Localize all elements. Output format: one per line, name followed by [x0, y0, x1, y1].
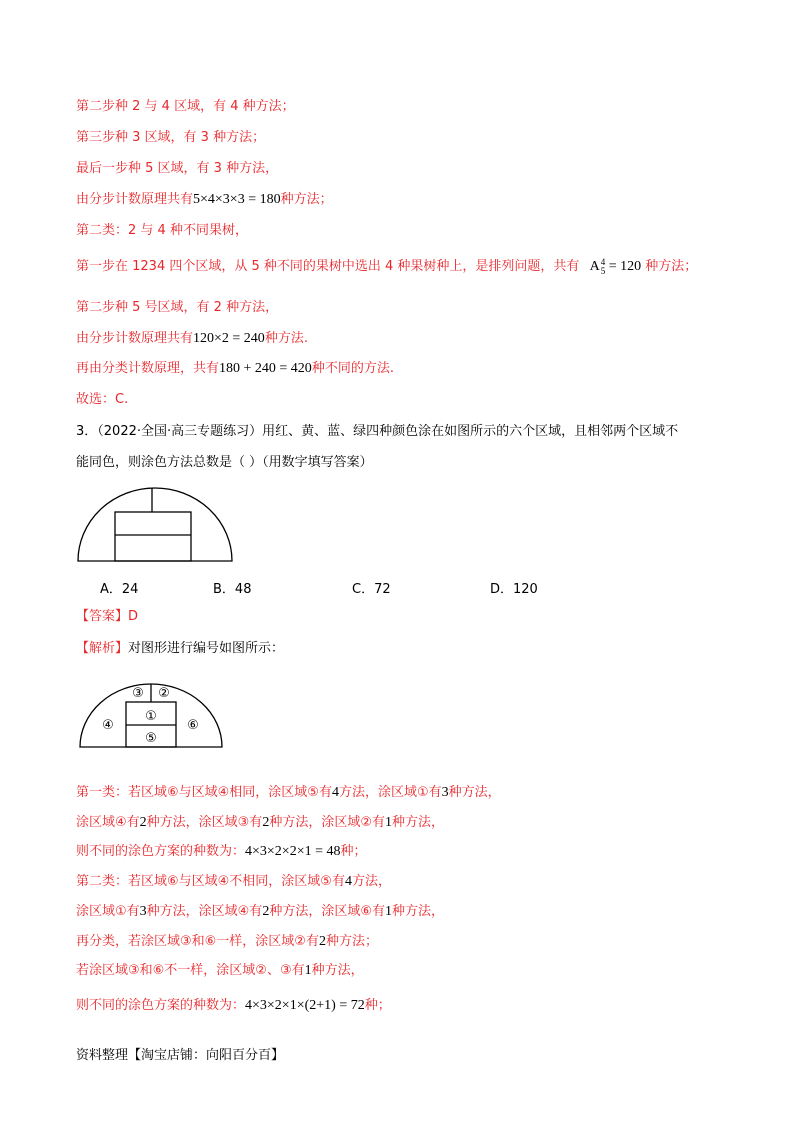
region-label: ⑥ [187, 718, 199, 733]
text-segment: 由分步计数原理共有 [76, 331, 194, 346]
text-line: 故选：C. [76, 392, 129, 407]
text-line: 第二步种 2 与 4 区域，有 4 种方法； [76, 99, 295, 114]
answer-line [76, 608, 138, 626]
number: 1 [384, 815, 392, 830]
page-footer: 资料整理【淘宝店铺：向阳百分百】 [76, 1048, 285, 1063]
text-segment: 种方法. [264, 331, 308, 346]
formula: 180 + 240 = 420 [219, 361, 312, 376]
number: 4 [344, 874, 352, 889]
text-segment: 第一步在 1234 四个区域，从 5 种不同的果树中选出 4 种果树种上，是排列问题，共有 [76, 259, 580, 275]
number: 3 [441, 785, 449, 800]
text-segment: 种方法， [391, 904, 444, 919]
formula: 5×4×3×3 = 180 [193, 192, 281, 207]
text-line [76, 330, 308, 348]
text-segment: 则不同的涂色方案的种数为： [76, 998, 246, 1013]
text-line [76, 191, 333, 209]
text-segment: 种方法， [448, 785, 501, 800]
text-segment: 再分类，若涂区域③和⑥一样，涂区域②有 [76, 934, 319, 949]
text-line: 第三步种 3 区域，有 3 种方法； [76, 130, 266, 145]
text-segment: 种方法； [280, 192, 333, 207]
answer-label: 【答案】 [76, 609, 129, 624]
text-line [76, 843, 367, 861]
number: 3 [139, 904, 147, 919]
formula: 4×3×2×2×1 = 48 [245, 844, 341, 859]
text-segment: 方法， [351, 874, 391, 889]
text-segment: 第一类：若区域⑥与区域④相同，涂区域⑤有 [76, 785, 332, 800]
analysis-line [76, 640, 284, 658]
number: 4 [331, 785, 339, 800]
text-line [76, 997, 391, 1015]
text-segment: 种方法， [311, 963, 364, 978]
text-line [76, 258, 697, 276]
text-segment: 种方法； [325, 934, 378, 949]
text-line [76, 814, 444, 832]
text-line [76, 903, 444, 921]
text-segment: 若涂区域③和⑥不一样，涂区域②、③有 [76, 963, 305, 978]
number: 2 [262, 904, 270, 919]
number: 2 [139, 815, 147, 830]
number: 2 [262, 815, 270, 830]
formula [590, 258, 642, 276]
formula: 4×3×2×1×(2+1) = 72 [245, 998, 365, 1013]
option-d: D．120 [490, 582, 538, 597]
text-line [76, 962, 364, 980]
question-text: 能同色，则涂色方法总数是（ ）（用数字填写答案） [76, 455, 373, 470]
answer-value: D [128, 609, 139, 624]
region-label: ④ [102, 718, 114, 733]
text-segment: 种方法，涂区域③有 [146, 815, 263, 830]
text-line [76, 784, 501, 802]
text-segment: 涂区域④有 [76, 815, 140, 830]
text-line [76, 360, 394, 378]
text-line: 第二类：2 与 4 种不同果树， [76, 223, 248, 238]
question-text: 3．（2022·全国·高三专题练习）用红、黄、蓝、绿四种颜色涂在如图所示的六个区域，且相邻两个区域不 [76, 424, 679, 439]
region-label: ① [145, 709, 157, 724]
text-segment: 再由分类计数原理，共有 [76, 361, 220, 376]
text-segment: 由分步计数原理共有 [76, 192, 194, 207]
number: 2 [318, 934, 326, 949]
formula: 120×2 = 240 [193, 331, 265, 346]
region-label: ③ [132, 686, 144, 701]
region-label: ⑤ [145, 731, 157, 746]
text-line [76, 933, 378, 951]
text-segment: 种方法，涂区域②有 [269, 815, 385, 830]
text-segment: 种方法， [391, 815, 444, 830]
text-segment: 种方法，涂区域④有 [146, 904, 263, 919]
number: 1 [304, 963, 312, 978]
text-segment: 种不同的方法. [311, 361, 394, 376]
text-segment: 种方法； [645, 259, 698, 275]
numbered-semicircle-figure [78, 682, 224, 750]
region-label: ② [158, 686, 170, 701]
text-segment: 种； [364, 998, 391, 1013]
formula-symbol: A [589, 259, 600, 275]
option-a: A．24 [100, 582, 139, 597]
analysis-text: 对图形进行编号如图所示： [128, 641, 285, 656]
formula-rest: = 120 [608, 259, 642, 275]
text-line [76, 873, 391, 891]
number: 1 [384, 904, 392, 919]
text-segment: 第二类：若区域⑥与区域④不相同，涂区域⑤有 [76, 874, 345, 889]
text-segment: 涂区域①有 [76, 904, 140, 919]
text-segment: 则不同的涂色方案的种数为： [76, 844, 246, 859]
text-segment: 种方法，涂区域⑥有 [269, 904, 385, 919]
analysis-label: 【解析】 [76, 641, 129, 656]
option-b: B．48 [213, 582, 252, 597]
formula-sup: 4 [600, 257, 606, 267]
option-c: C．72 [352, 582, 391, 597]
semicircle-figure [76, 486, 236, 564]
text-line: 第二步种 5 号区域，有 2 种方法， [76, 300, 279, 315]
formula-sub: 5 [600, 266, 606, 276]
text-line: 最后一步种 5 区域，有 3 种方法， [76, 161, 279, 176]
text-segment: 方法，涂区域①有 [338, 785, 442, 800]
text-segment: 种； [340, 844, 367, 859]
